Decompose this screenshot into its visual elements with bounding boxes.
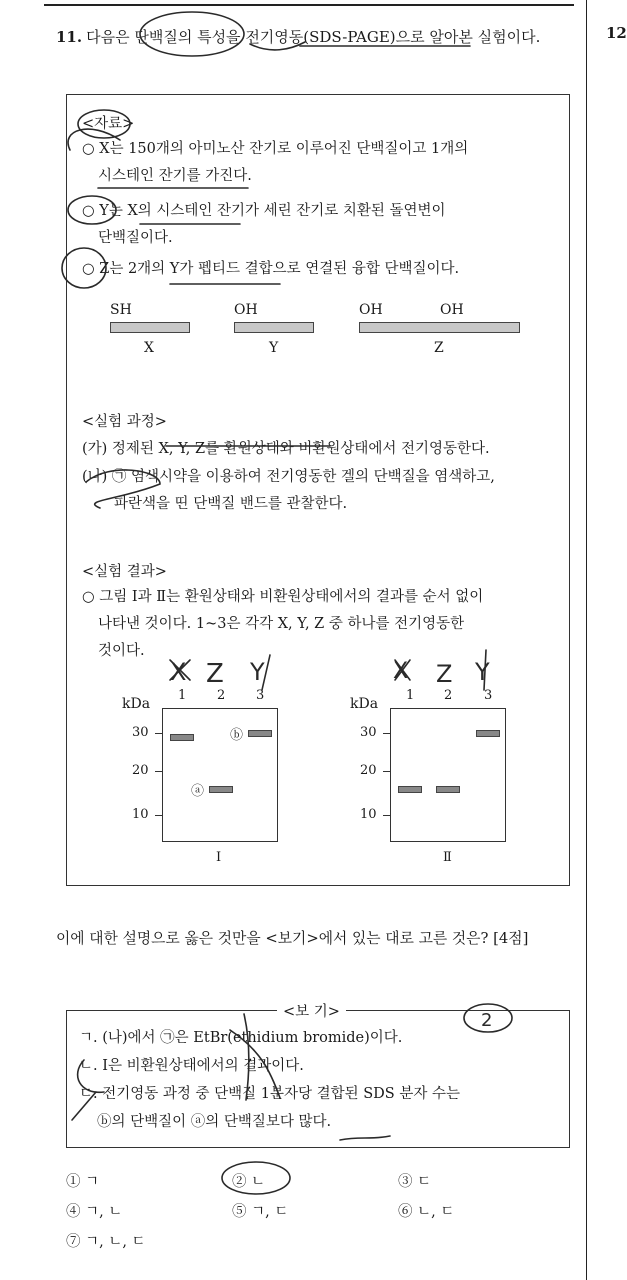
bogi-item-c-cont: ⓑ의 단백질이 ⓐ의 단백질보다 많다.	[97, 1114, 332, 1130]
gel1-tick-30	[155, 733, 162, 734]
top-rule	[44, 4, 574, 6]
procedure-step-b-line1: (나) ㉠ 염색시약을 이용하여 전기영동한 겔의 단백질을 염색하고,	[82, 469, 495, 485]
handwritten-note-gel1-z: Z	[206, 659, 224, 689]
z-label: Z	[434, 340, 444, 356]
procedure-step-b	[82, 464, 562, 518]
question-number: 11.	[56, 28, 83, 46]
x-label: X	[144, 340, 154, 356]
gel1-band-lane1	[170, 734, 194, 741]
gel1-tick-10	[155, 815, 162, 816]
gel1-frame	[162, 708, 278, 842]
bogi-item-b: ㄴ. Ⅰ은 비환원상태에서의 결과이다.	[79, 1058, 304, 1074]
procedure-step-a: (가) 정제된 X, Y, Z를 환원상태와 비환원상태에서 전기영동한다.	[82, 441, 490, 457]
gel2-tick-20	[383, 771, 390, 772]
procedure-step-b-line2: 파란색을 띤 단백질 밴드를 관찰한다.	[114, 496, 348, 512]
gel2-tick-label-10: 10	[360, 807, 377, 822]
option-5[interactable]: ⑤ ㄱ, ㄷ	[232, 1204, 289, 1220]
material-item-z-line1: ○ Z는 2개의 Y가 펩티드 결합으로 연결된 융합 단백질이다.	[82, 261, 460, 277]
x-group-label: SH	[110, 302, 132, 318]
handwritten-note-gel1-y: Y	[250, 658, 265, 686]
gel1-lane2-label: 2	[217, 688, 226, 703]
materials-header: <자료>	[82, 116, 135, 132]
gel1-band-lane2	[209, 786, 233, 793]
results-header: <실험 결과>	[82, 564, 167, 580]
material-item-x-line2: 시스테인 잔기를 가진다.	[98, 168, 252, 184]
gel1-label-b: ⓑ	[230, 728, 244, 743]
material-item-y	[82, 198, 562, 252]
gel1-label-a: ⓐ	[191, 784, 205, 799]
bogi-title: <보 기>	[277, 1000, 346, 1021]
gel2-lane2-label: 2	[444, 688, 453, 703]
gel2-lane3-label: 3	[484, 688, 493, 703]
gel1-name: Ⅰ	[216, 850, 222, 865]
protein-x-bar	[110, 322, 190, 333]
gel1-lane1-label: 1	[178, 688, 187, 703]
results-line3: 것이다.	[98, 643, 145, 659]
handwritten-note-gel1-x: X	[170, 658, 187, 686]
z-group2-label: OH	[440, 302, 464, 318]
gel1-tick-label-10: 10	[132, 807, 149, 822]
procedure-header: <실험 과정>	[82, 414, 167, 430]
results-line1: ○ 그림 Ⅰ과 Ⅱ는 환원상태와 비환원상태에서의 결과를 순서 없이	[82, 589, 484, 605]
gel1-unit: kDa	[122, 696, 151, 712]
gel2-tick-30	[383, 733, 390, 734]
gel1-tick-20	[155, 771, 162, 772]
protein-z-bar	[359, 322, 520, 333]
gel2-frame	[390, 708, 506, 842]
bogi-item-c: ㄷ. 전기영동 과정 중 단백질 1분자당 결합된 SDS 분자 수는	[79, 1086, 460, 1102]
protein-y-bar	[234, 322, 314, 333]
option-3[interactable]: ③ ㄷ	[398, 1174, 432, 1190]
material-item-x	[82, 136, 562, 190]
handwritten-note-gel2-x: X	[393, 659, 409, 684]
next-question-number: 12	[606, 24, 627, 42]
gel1-tick-label-30: 30	[132, 725, 149, 740]
gel1-lane3-label: 3	[256, 688, 265, 703]
option-1[interactable]: ① ㄱ	[66, 1174, 100, 1190]
bogi-box	[66, 1004, 570, 1148]
question-prompt: 이에 대한 설명으로 옳은 것만을 <보기>에서 있는 대로 고른 것은? [4점]	[56, 930, 529, 947]
y-label: Y	[269, 340, 279, 356]
column-divider	[586, 0, 587, 1280]
gel2-band-lane2	[436, 786, 460, 793]
material-item-z	[82, 256, 562, 283]
gel2-lane1-label: 1	[406, 688, 415, 703]
option-7[interactable]: ⑦ ㄱ, ㄴ, ㄷ	[66, 1234, 146, 1250]
gel2-name: Ⅱ	[443, 850, 452, 865]
material-item-y-line2: 단백질이다.	[98, 230, 173, 246]
option-2[interactable]: ② ㄴ	[232, 1174, 266, 1190]
z-group1-label: OH	[359, 302, 383, 318]
gel2-band-lane3	[476, 730, 500, 737]
material-item-y-line1: ○ Y는 X의 시스테인 잔기가 세린 잔기로 치환된 돌연변이	[82, 203, 446, 219]
question-title	[56, 22, 566, 52]
gel2-band-lane1	[398, 786, 422, 793]
gel2-tick-label-20: 20	[360, 763, 377, 778]
option-4[interactable]: ④ ㄱ, ㄴ	[66, 1204, 123, 1220]
handwritten-note-gel2-y: Y	[475, 658, 490, 686]
gel1-tick-label-20: 20	[132, 763, 149, 778]
handwritten-answer-number: 2	[481, 1010, 493, 1031]
option-6[interactable]: ⑥ ㄴ, ㄷ	[398, 1204, 455, 1220]
results-line2: 나타낸 것이다. 1~3은 각각 X, Y, Z 중 하나를 전기영동한	[98, 616, 465, 632]
question-text: 다음은 단백질의 특성을 전기영동(SDS-PAGE)으로 알아본 실험이다.	[86, 28, 541, 46]
gel1-band-lane3	[248, 730, 272, 737]
gel2-tick-label-30: 30	[360, 725, 377, 740]
bogi-item-a: ㄱ. (나)에서 ㉠은 EtBr(ethidium bromide)이다.	[79, 1030, 403, 1046]
results-text	[82, 584, 562, 665]
material-item-x-line1: ○ X는 150개의 아미노산 잔기로 이루어진 단백질이고 1개의	[82, 141, 469, 157]
gel2-unit: kDa	[350, 696, 379, 712]
gel2-tick-10	[383, 815, 390, 816]
y-group-label: OH	[234, 302, 258, 318]
handwritten-note-gel2-z: Z	[436, 660, 453, 688]
